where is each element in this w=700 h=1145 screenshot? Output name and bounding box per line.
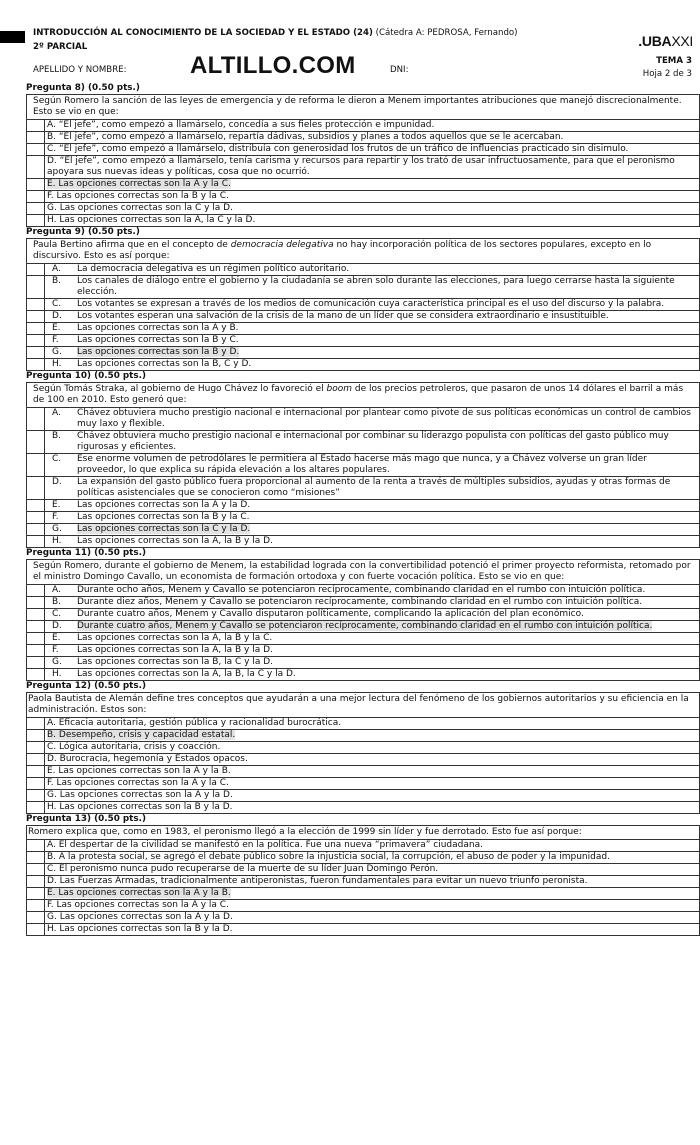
question-8	[26, 83, 700, 227]
question-box	[26, 692, 700, 814]
answer-option	[27, 499, 699, 511]
option-indent-cell	[27, 311, 45, 322]
course-title: INTRODUCCIÓN AL CONOCIMIENTO DE LA SOCIEDAD Y EL ESTADO (24) (Cátedra A: PEDROSA, Fernando)	[33, 28, 518, 38]
answer-option	[27, 178, 699, 190]
answer-option	[27, 155, 699, 178]
option-indent-cell	[27, 335, 45, 346]
option-text: Los votantes esperan una salvación de la crisis de la mano de un líder que se considera extraordinario e insustituible.	[77, 311, 609, 321]
option-indent-cell	[27, 864, 45, 875]
option-text: C. El peronismo nunca pudo recuperarse de la muerte de su líder Juan Domingo Perón.	[47, 864, 439, 874]
option-text: Durante ocho años, Menem y Cavallo se potenciaron recíprocamente, combinando claridad en el rumbo con intuición política.	[77, 585, 646, 595]
answer-option	[27, 644, 699, 656]
option-indent-cell	[27, 347, 45, 358]
option-text: Las opciones correctas son la A, la B y la C.	[77, 633, 273, 643]
option-letter: D.	[52, 477, 62, 487]
option-indent-cell	[27, 512, 45, 523]
option-text: A. El despertar de la civilidad se manifestó en la política. Fue una nueva “primavera” ciudadana.	[47, 840, 483, 850]
option-text: E. Las opciones correctas son la A y la B.	[47, 888, 231, 898]
questions-container	[26, 83, 700, 936]
answer-option	[27, 202, 699, 214]
question-box	[26, 382, 700, 548]
answer-option	[27, 214, 699, 226]
option-indent-cell	[27, 840, 45, 851]
question-12	[26, 681, 700, 814]
answer-option	[27, 851, 699, 863]
answer-option	[27, 840, 699, 851]
answer-option	[27, 923, 699, 935]
option-text: Las opciones correctas son la B y la C.	[77, 512, 250, 522]
tema-label: TEMA 3	[656, 56, 692, 66]
option-text: Las opciones correctas son la A y la D.	[77, 500, 251, 510]
question-title: Pregunta 9) (0.50 pts.)	[26, 227, 140, 237]
answer-option	[27, 863, 699, 875]
option-text: F. Las opciones correctas son la A y la C.	[47, 900, 229, 910]
answer-option	[27, 264, 699, 275]
option-text: La expansión del gasto público fuera proporcional al aumento de la renta a través de múltiples subsidios, ayudas y otras formas de políticas asistenciales que se conocieron como “misiones”	[77, 477, 671, 498]
option-indent-cell	[27, 477, 45, 499]
question-stem: Paola Bautista de Alemán define tres conceptos que ayudarán a una mejor lectura del fenómeno de los gobiernos autoritarios y su eficiencia en la administración. Estos son:	[27, 693, 699, 718]
answer-option	[27, 911, 699, 923]
answer-option	[27, 596, 699, 608]
question-stem: Romero explica que, como en 1983, el peronismo llegó a la elección de 1999 sin líder y fue derrotado. Esto fue así porque:	[27, 826, 699, 840]
option-letter: C.	[52, 454, 62, 464]
answer-option	[27, 887, 699, 899]
answer-option	[27, 585, 699, 596]
option-text: Las opciones correctas son la A, la B, la C y la D.	[77, 669, 296, 679]
option-text: D. “El jefe”, como empezó a llamárselo, tenía carisma y recursos para repartir y los trató de usar infructuosamente, para que el peronismo apoyara sus nuevas ideas y políticas, cosa que no ocurrió.	[47, 156, 675, 177]
answer-option	[27, 535, 699, 547]
option-indent-cell	[27, 203, 45, 214]
option-text: Las opciones correctas son la B y D.	[77, 347, 240, 357]
option-text: E. Las opciones correctas son la A y la C.	[47, 179, 231, 189]
option-indent-cell	[27, 524, 45, 535]
question-box	[26, 94, 700, 227]
option-indent-cell	[27, 132, 45, 143]
option-text: Las opciones correctas son la B y C.	[77, 335, 239, 345]
answer-option	[27, 523, 699, 535]
answer-option	[27, 668, 699, 680]
option-letter: C.	[52, 299, 62, 309]
answer-option	[27, 322, 699, 334]
question-title: Pregunta 12) (0.50 pts.)	[26, 681, 146, 691]
option-text: A. Eficacia autoritaria, gestión pública y racionalidad burocrática.	[47, 718, 342, 728]
answer-option	[27, 476, 699, 499]
option-indent-cell	[27, 179, 45, 190]
option-text: G. Las opciones correctas son la A y la D.	[47, 912, 233, 922]
answer-option	[27, 608, 699, 620]
option-text: G. Las opciones correctas son la C y la D.	[47, 203, 233, 213]
answer-option	[27, 298, 699, 310]
option-text: Las opciones correctas son la B, C y D.	[77, 359, 252, 369]
option-text: Las opciones correctas son la A, la B y la D.	[77, 645, 273, 655]
option-indent-cell	[27, 742, 45, 753]
option-letter: H.	[52, 536, 62, 546]
option-letter: A.	[52, 408, 61, 418]
question-title: Pregunta 11) (0.50 pts.)	[26, 548, 146, 558]
option-letter: H.	[52, 669, 62, 679]
option-indent-cell	[27, 657, 45, 668]
option-letter: B.	[52, 431, 62, 441]
option-text: D. Las Fuerzas Armadas, tradicionalmente antiperonistas, fueron fundamentales para evitar un nuevo triunfo peronista.	[47, 876, 588, 886]
question-title: Pregunta 8) (0.50 pts.)	[26, 83, 140, 93]
answer-option	[27, 777, 699, 789]
option-indent-cell	[27, 500, 45, 511]
question-stem: Según Romero, durante el gobierno de Menem, la estabilidad lograda con la convertibilidad potenció el primer proyecto reformista, retomado por el ministro Domingo Cavallo, un economista de formación ortodoxa y con fuerte vocación política. Esto se vio en que:	[27, 560, 699, 585]
question-10	[26, 371, 700, 548]
answer-option	[27, 718, 699, 729]
answer-option	[27, 899, 699, 911]
option-indent-cell	[27, 912, 45, 923]
option-indent-cell	[27, 299, 45, 310]
option-indent-cell	[27, 156, 45, 178]
answer-option	[27, 801, 699, 813]
option-indent-cell	[27, 408, 45, 430]
answer-option	[27, 620, 699, 632]
answer-option	[27, 310, 699, 322]
option-text: C. Lógica autoritaria, crisis y coacción.	[47, 742, 221, 752]
option-indent-cell	[27, 215, 45, 226]
option-indent-cell	[27, 924, 45, 935]
option-indent-cell	[27, 876, 45, 887]
option-indent-cell	[27, 144, 45, 155]
option-text: Durante diez años, Menem y Cavallo se potenciaron recíprocamente, combinando claridad en el rumbo con intuición política.	[77, 597, 643, 607]
option-indent-cell	[27, 597, 45, 608]
option-letter: E.	[52, 633, 61, 643]
option-text: Ese enorme volumen de petrodólares le permitiera al Estado hacerse más mago que nunca, y a Chávez volverse un gran líder proveedor, lo que explica su rápida elevación a los altares populares.	[77, 454, 647, 475]
option-indent-cell	[27, 621, 45, 632]
answer-option	[27, 131, 699, 143]
option-letter: F.	[52, 645, 59, 655]
option-indent-cell	[27, 120, 45, 131]
answer-option	[27, 275, 699, 298]
question-stem: Paula Bertino afirma que en el concepto de democracia delegativa no hay incorporación política de los sectores populares, excepto en lo discursivo. Esto es así porque:	[27, 239, 699, 264]
question-stem: Según Tomás Straka, al gobierno de Hugo Chávez lo favoreció el boom de los precios petroleros, que pasaron de unos 14 dólares el barril a más de 100 en 2010. Esto generó que:	[27, 383, 699, 408]
option-text: H. Las opciones correctas son la B y la D.	[47, 924, 233, 934]
option-letter: G.	[52, 657, 62, 667]
option-text: Chávez obtuviera mucho prestigio nacional e internacional por plantear como pivote de sus políticas económicas un control de cambios muy laxo y flexible.	[77, 408, 691, 429]
altillo-logo: ALTILLO.COM	[190, 52, 356, 79]
option-letter: A.	[52, 264, 61, 274]
answer-option	[27, 120, 699, 131]
name-label: APELLIDO Y NOMBRE:	[33, 65, 127, 75]
option-text: E. Las opciones correctas son la A y la B.	[47, 766, 231, 776]
answer-option	[27, 143, 699, 155]
answer-option	[27, 753, 699, 765]
answer-option	[27, 765, 699, 777]
option-letter: F.	[52, 335, 59, 345]
answer-option	[27, 729, 699, 741]
question-13	[26, 814, 700, 936]
option-text: B. A la protesta social, se agregó el debate público sobre la injusticia social, la corrupción, el abuso de poder y la impunidad.	[47, 852, 610, 862]
page-indicator: Hoja 2 de 3	[642, 69, 692, 79]
question-stem: Según Romero la sanción de las leyes de emergencia y de reforma le dieron a Menem importantes atribuciones que manejó discrecionalmente. Esto se vio en que:	[27, 95, 699, 120]
option-letter: B.	[52, 597, 62, 607]
option-letter: D.	[52, 621, 62, 631]
option-text: Las opciones correctas son la A, la B y la D.	[77, 536, 273, 546]
option-letter: A.	[52, 585, 61, 595]
answer-option	[27, 190, 699, 202]
answer-option	[27, 346, 699, 358]
option-indent-cell	[27, 852, 45, 863]
option-indent-cell	[27, 633, 45, 644]
option-indent-cell	[27, 888, 45, 899]
option-indent-cell	[27, 778, 45, 789]
answer-option	[27, 789, 699, 801]
option-indent-cell	[27, 276, 45, 298]
exam-title: 2º PARCIAL	[33, 42, 88, 52]
answer-option	[27, 741, 699, 753]
answer-option	[27, 358, 699, 370]
answer-option	[27, 875, 699, 887]
answer-option	[27, 511, 699, 523]
question-box	[26, 825, 700, 936]
option-indent-cell	[27, 900, 45, 911]
option-indent-cell	[27, 609, 45, 620]
option-text: C. “El jefe”, como empezó a llamárselo, distribuía con generosidad los frutos de un tráfico de influencias practicado sin disimulo.	[47, 144, 629, 154]
option-indent-cell	[27, 730, 45, 741]
option-text: Las opciones correctas son la C y la D.	[77, 524, 251, 534]
option-text: Los canales de diálogo entre el gobierno y la ciudadanía se abren solo durante las elecciones, para luego cerrarse hasta la siguiente elección.	[77, 276, 675, 297]
option-indent-cell	[27, 454, 45, 476]
option-indent-cell	[27, 264, 45, 275]
option-letter: D.	[52, 311, 62, 321]
option-indent-cell	[27, 802, 45, 813]
question-box	[26, 559, 700, 681]
option-letter: C.	[52, 609, 62, 619]
option-text: A. “El jefe”, como empezó a llamárselo, concedía a sus fieles protección e impunidad.	[47, 120, 435, 130]
answer-option	[27, 632, 699, 644]
option-indent-cell	[27, 754, 45, 765]
option-indent-cell	[27, 645, 45, 656]
answer-option	[27, 453, 699, 476]
question-box	[26, 238, 700, 371]
option-indent-cell	[27, 323, 45, 334]
option-text: Las opciones correctas son la B, la C y la D.	[77, 657, 274, 667]
question-title: Pregunta 10) (0.50 pts.)	[26, 371, 146, 381]
dni-label: DNI:	[390, 65, 409, 75]
option-letter: B.	[52, 276, 62, 286]
question-9	[26, 227, 700, 371]
option-indent-cell	[27, 766, 45, 777]
option-letter: G.	[52, 347, 62, 357]
option-indent-cell	[27, 359, 45, 370]
answer-option	[27, 656, 699, 668]
option-text: B. “El jefe”, como empezó a llamárselo, repartía dádivas, subsidios y planes a todos aquellos que se le acercaban.	[47, 132, 564, 142]
option-indent-cell	[27, 536, 45, 547]
option-letter: G.	[52, 524, 62, 534]
option-text: D. Burocracia, hegemonía y Estados opacos.	[47, 754, 248, 764]
uba-logo: .UBAXXI	[638, 33, 693, 49]
option-text: F. Las opciones correctas son la B y la C.	[47, 191, 229, 201]
option-indent-cell	[27, 431, 45, 453]
option-text: H. Las opciones correctas son la A, la C y la D.	[47, 215, 256, 225]
option-indent-cell	[27, 669, 45, 680]
option-indent-cell	[27, 718, 45, 729]
question-11	[26, 548, 700, 681]
question-title: Pregunta 13) (0.50 pts.)	[26, 814, 146, 824]
black-margin-tab	[0, 31, 25, 43]
option-text: B. Desempeño, crisis y capacidad estatal.	[47, 730, 236, 740]
option-indent-cell	[27, 790, 45, 801]
option-text: H. Las opciones correctas son la B y la D.	[47, 802, 233, 812]
option-text: La democracia delegativa es un régimen político autoritario.	[77, 264, 350, 274]
answer-option	[27, 334, 699, 346]
option-text: Las opciones correctas son la A y B.	[77, 323, 239, 333]
option-text: Durante cuatro años, Menem y Cavallo se potenciaron recíprocamente, combinando claridad en el rumbo con intuición política.	[77, 621, 653, 631]
option-indent-cell	[27, 191, 45, 202]
option-text: Chávez obtuviera mucho prestigio nacional e internacional por combinar su liderazgo populista con políticas del gasto público muy rigurosas y eficientes.	[77, 431, 669, 452]
option-text: G. Las opciones correctas son la A y la D.	[47, 790, 233, 800]
option-text: F. Las opciones correctas son la A y la C.	[47, 778, 229, 788]
option-letter: E.	[52, 323, 61, 333]
option-letter: H.	[52, 359, 62, 369]
option-letter: F.	[52, 512, 59, 522]
option-text: Los votantes se expresan a través de los medios de comunicación cuya característica principal es el uso del discurso y la palabra.	[77, 299, 665, 309]
option-indent-cell	[27, 585, 45, 596]
option-letter: E.	[52, 500, 61, 510]
answer-option	[27, 430, 699, 453]
answer-option	[27, 408, 699, 430]
option-text: Durante cuatro años, Menem y Cavallo disputaron políticamente, complicando la aplicación del plan económico.	[77, 609, 584, 619]
